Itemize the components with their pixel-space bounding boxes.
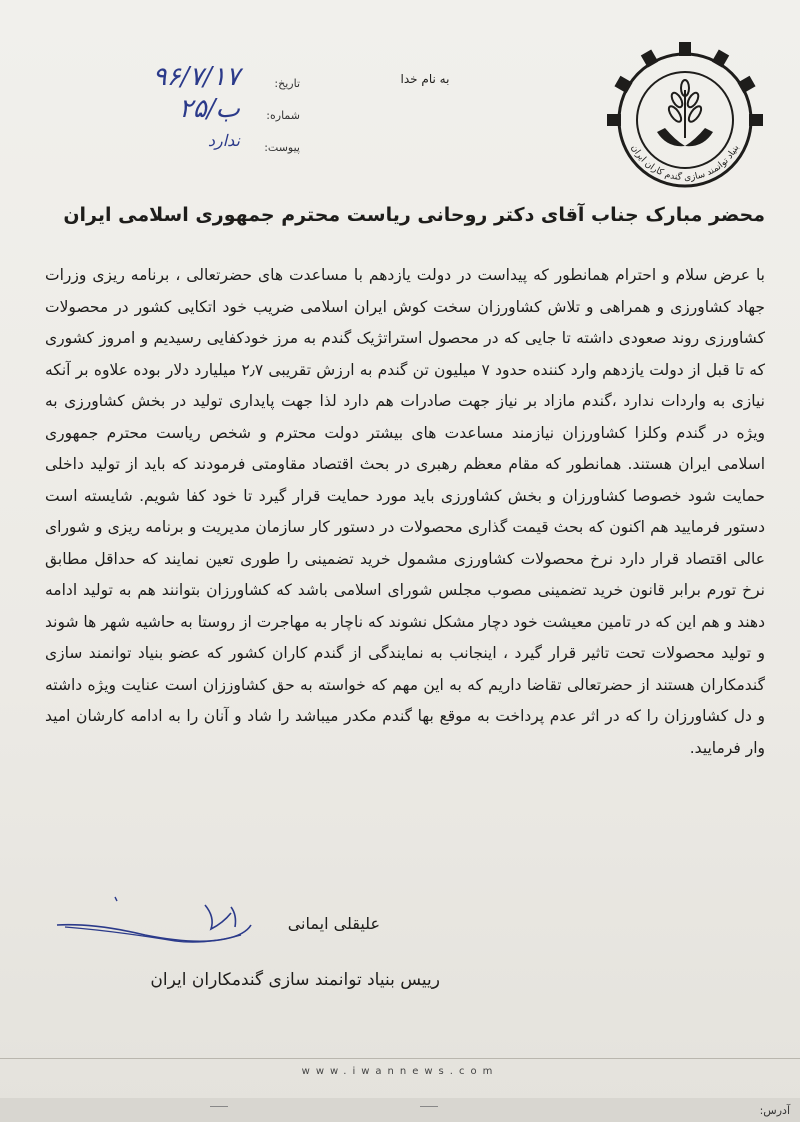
footer-divider-mark (420, 1106, 438, 1107)
number-row (100, 90, 300, 122)
footer-address-label: آدرس: (759, 1104, 790, 1117)
letter-meta (100, 58, 300, 154)
logo-text: بنیاد توانمند سازی گندم کاران ایران (628, 143, 742, 184)
date-label: تاریخ: (274, 77, 300, 90)
foundation-logo-icon (605, 40, 765, 200)
attachment-value: ندارد (207, 131, 240, 150)
date-value: ۹۶/۷/۱۷ (152, 62, 240, 92)
basmala: به نام خدا (400, 72, 450, 86)
footer-divider (0, 1058, 800, 1059)
attachment-row (100, 122, 300, 154)
footer-website: www.iwannews.com (301, 1066, 499, 1077)
number-value: ۲۵/ب (178, 94, 240, 124)
svg-text:بنیاد توانمند سازی گندم کاران (629, 143, 742, 183)
letter-body: با عرض سلام و احترام همانطور که پیداست در دولت یازدهم با مساعدت های حضرتعالی ، برنامه ریزی وزرات جهاد کشاورزی و همراهی و تلاش کشاورزان سخت کوش ایران اسلامی ضریب خود اتکایی کشور در محصولات کشاورزی روند صعودی داشته تا جایی که در محصول استراتژیک گندم به مرز خودکفایی رسیدیم و امروز کشوری که تا قبل از دولت یازدهم وارد کننده حدود ۷ میلیون تن گندم به ارزش تقریبی ۲٫۷ میلیارد دلار بوده علاوه بر آنکه نیازی به واردات ندارد ،گندم مازاد بر نیاز جهت صادرات هم دارد لذا جهت پایداری تولید در بخش کشاورزی به ویژه در گندم وکلزا کشاورزان نیازمند مساعدت های بیشتر دولت محترم و شخص ریاست محترم جمهوری اسلامی ایران هستند. همانطور که مقام معظم رهبری در بحث اقتصاد مقاومتی فرمودند که باید از تولید داخلی حمایت شود خصوصا کشاورزان و بخش کشاورزی باید مورد حمایت قرار گیرد تا خود کفا شویم. شایسته است دستور فرمایید هم اکنون که بحث قیمت گذاری محصولات در دستور کار سازمان مدیریت و برنامه ریزی و شورای عالی اقتصاد قرار دارد نرخ محصولات کشاورزی مشمول خرید تضمینی را طوری تعین نمایند که حداقل مطابق نرخ تورم برابر قانون خرید تضمینی مصوب مجلس شورای اسلامی باشد که کشاورزان بتوانند هم به تولید ادامه دهند و هم این که در تامین معیشت خود دچار مشکل نشوند که ناچار به مهاجرت از روستا به حاشیه شهر ها شوند و تولید محصولات تحت تاثیر قرار گیرد ، اینجانب به نمایندگی از گندم کاران کشور که عضو بنیاد توانمند سازی گندمکاران هستند از حضرتعالی تقاضا داریم که به این مهم که خواسته به حق کشاوززان است عنایت ویژه داشته و دل کشاورزان را که در اثر عدم پرداخت به موقع بها گندم مکدر میباشد را شاد و آنان را به ادامه کارشان امید وار فرمایید. (45, 266, 765, 757)
attachment-label: پیوست: (264, 141, 300, 154)
date-row (100, 58, 300, 90)
footer-band (0, 1098, 800, 1122)
signatory-title: رییس بنیاد توانمند سازی گندمکاران ایران (150, 970, 440, 990)
signatory-name: علیقلی ایمانی (287, 914, 380, 933)
number-label: شماره: (266, 109, 300, 122)
wheat-icon (667, 80, 704, 138)
footer-divider-mark (210, 1106, 228, 1107)
handwritten-signature (55, 895, 265, 955)
letter-heading: محضر مبارک جناب آقای دکتر روحانی ریاست محترم جمهوری اسلامی ایران (63, 204, 765, 226)
